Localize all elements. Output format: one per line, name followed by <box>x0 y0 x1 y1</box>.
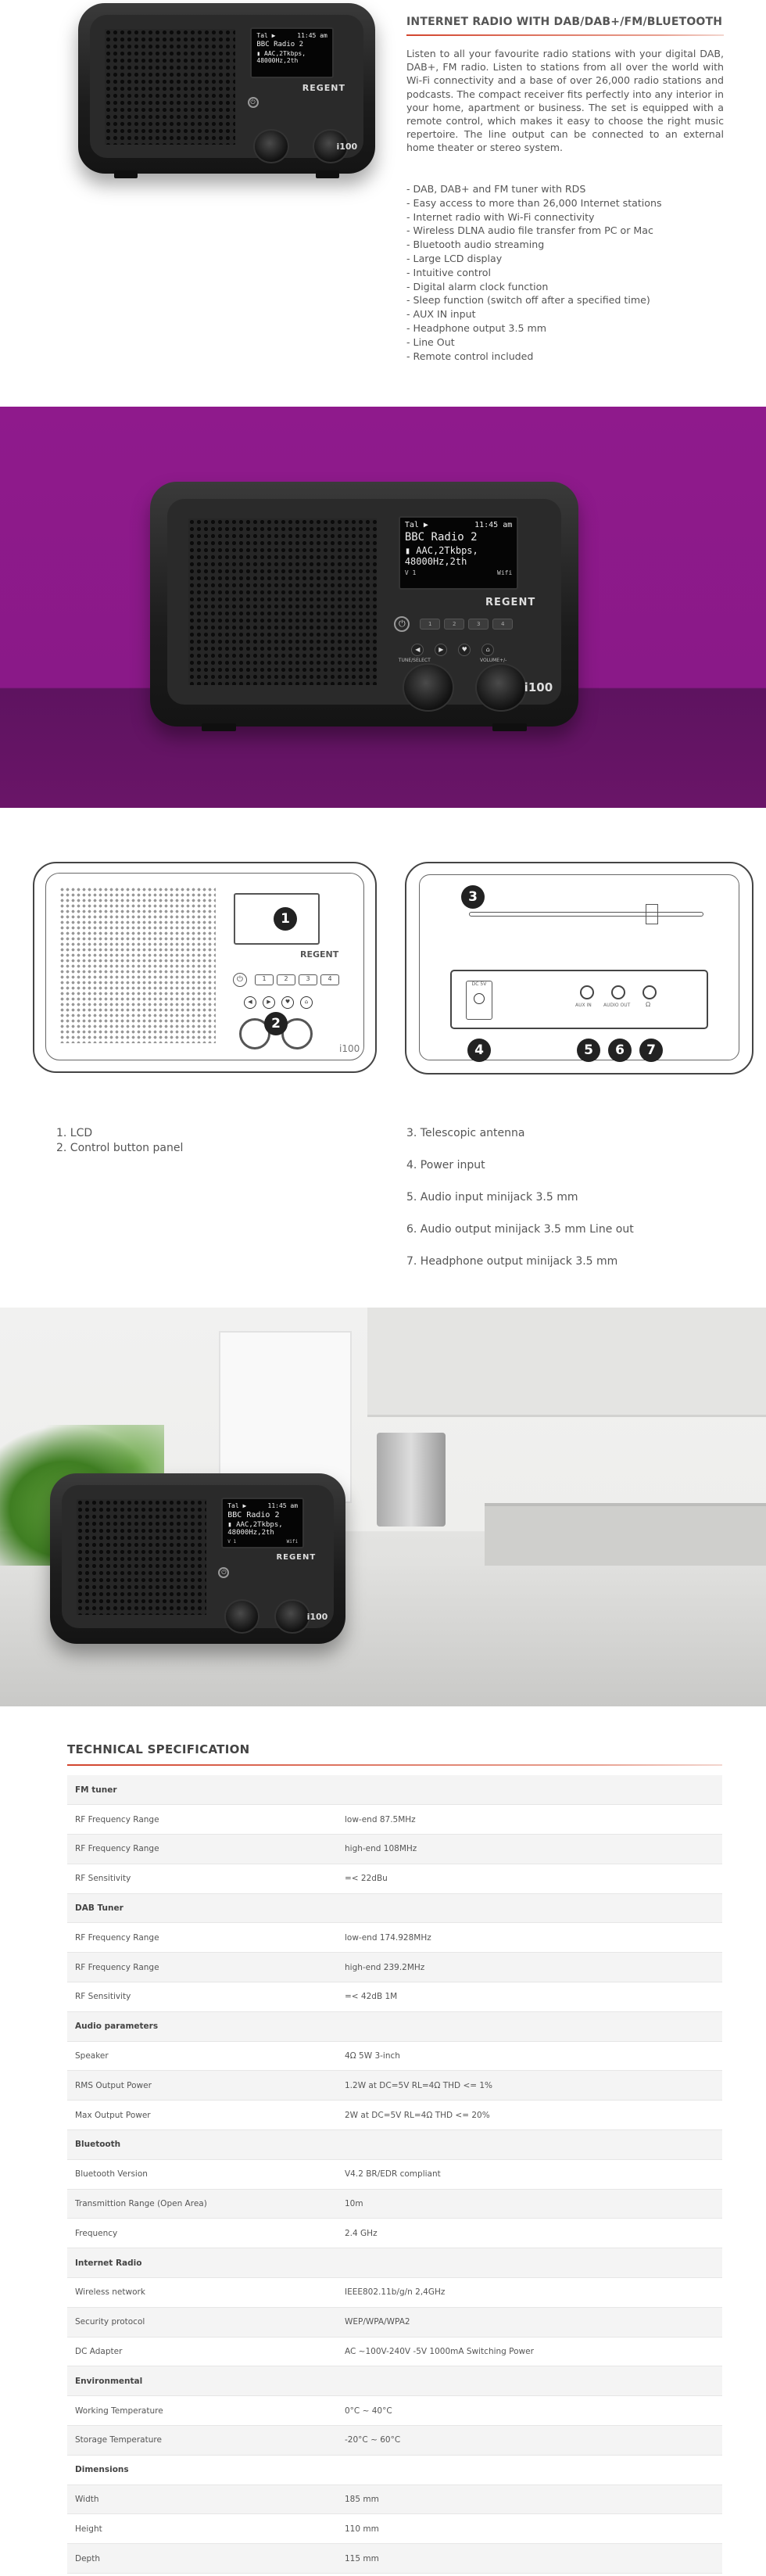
list-item: 4. Power input <box>406 1159 485 1171</box>
spec-value: =< 22dBu <box>337 1864 722 1893</box>
prev-icon: ◀ <box>244 996 256 1009</box>
list-item: - Wireless DLNA audio file transfer from PC or Mac <box>406 224 653 237</box>
list-item: 7. Headphone output minijack 3.5 mm <box>406 1255 618 1268</box>
list-item: - Large LCD display <box>406 252 503 264</box>
table-row <box>67 2041 722 2071</box>
list-item: 5. Audio input minijack 3.5 mm <box>406 1191 578 1204</box>
spec-value: AC ~100V-240V -5V 1000mA Switching Power <box>337 2337 722 2366</box>
callout-5: 5 <box>577 1039 600 1062</box>
product-description: Listen to all your favourite radio stations with your digital DAB, DAB+, FM radio. Listen to stations from all over the world with Wi-Fi connectivity and a base of over 26,000 radio stations and podcasts. The compact receiver fits perfectly into any interior in your home, apartment or business. The set is equipped with a remote control, which makes it easy to choose the right music repertoire. The line output can be connected to an external home theater or stereo system. <box>406 48 724 154</box>
spec-category-row <box>67 2455 722 2485</box>
power-icon: ⏻ <box>248 97 259 108</box>
brand-logo: REGENT <box>302 83 345 94</box>
list-item: - Headphone output 3.5 mm <box>406 321 546 334</box>
list-item: 2. Control button panel <box>56 1142 184 1154</box>
volume-knob <box>475 663 527 712</box>
table-row <box>67 2159 722 2189</box>
spec-category-row <box>67 2011 722 2041</box>
volume-knob <box>274 1599 310 1634</box>
preset-button: 1 <box>420 619 440 630</box>
spec-label: Wireless network <box>67 2278 337 2308</box>
audio-out-label: AUDIO OUT <box>603 1003 631 1008</box>
spec-category-row <box>67 2130 722 2160</box>
preset-button: 1 <box>255 974 274 985</box>
spec-value: 2.4 GHz <box>337 2219 722 2248</box>
spec-value: low-end 87.5MHz <box>337 1805 722 1835</box>
counter-back <box>485 1503 766 1566</box>
speaker-grille <box>105 29 235 145</box>
list-item: - Easy access to more than 26,000 Internet stations <box>406 196 662 209</box>
spec-value: WEP/WPA/WPA2 <box>337 2307 722 2337</box>
callout-3: 3 <box>461 885 485 909</box>
spec-value: V4.2 BR/EDR compliant <box>337 2159 722 2189</box>
spec-category-row <box>67 2366 722 2396</box>
preset-buttons <box>255 974 339 985</box>
table-row <box>67 2514 722 2544</box>
list-item: - Intuitive control <box>406 266 491 278</box>
product-title: INTERNET RADIO WITH DAB/DAB+/FM/BLUETOOTH <box>406 16 723 28</box>
callout-6: 6 <box>608 1039 632 1062</box>
table-row <box>67 2426 722 2456</box>
tune-knob <box>253 129 289 163</box>
spec-label: Storage Temperature <box>67 2426 337 2456</box>
speaker-grille <box>188 518 377 685</box>
spec-label: Depth <box>67 2544 337 2574</box>
spec-label: Max Output Power <box>67 2101 337 2130</box>
spec-value: IEEE802.11b/g/n 2,4GHz <box>337 2278 722 2308</box>
headphone-jack <box>643 985 657 999</box>
preset-button: 3 <box>468 619 489 630</box>
spec-label: FM tuner <box>67 1775 337 1805</box>
feature-list <box>406 182 662 363</box>
hero-banner <box>0 407 766 808</box>
table-row <box>67 1923 722 1953</box>
model-label: i100 <box>336 141 358 152</box>
table-row <box>67 2189 722 2219</box>
table-row <box>67 2071 722 2101</box>
spec-label: RF Frequency Range <box>67 1953 337 1982</box>
table-row <box>67 2337 722 2366</box>
spec-value <box>337 1893 722 1923</box>
power-icon: ⏻ <box>233 973 247 987</box>
preset-button: 3 <box>299 974 317 985</box>
antenna-holder <box>646 904 658 924</box>
list-item: - AUX IN input <box>406 308 476 321</box>
spec-value: =< 42dB 1M <box>337 1982 722 2012</box>
next-icon: ▶ <box>435 644 447 656</box>
spec-label: Security protocol <box>67 2307 337 2337</box>
preset-buttons <box>420 619 513 630</box>
spec-value <box>337 2455 722 2485</box>
spec-label: RF Sensitivity <box>67 1982 337 2012</box>
intro-section <box>0 0 766 391</box>
spec-category-row <box>67 2248 722 2278</box>
spec-value <box>337 2011 722 2041</box>
title-underline <box>406 34 724 36</box>
spec-label: Working Temperature <box>67 2396 337 2426</box>
spec-label: Environmental <box>67 2366 337 2396</box>
lcd-display: Tal ▶ 11:45 am BBC Radio 2 ▮ AAC,2Tkbps, 48000Hz,2th <box>250 27 333 78</box>
spec-label: Dimensions <box>67 2455 337 2485</box>
heart-icon: ♥ <box>281 996 294 1009</box>
list-item: 6. Audio output minijack 3.5 mm Line out <box>406 1223 634 1236</box>
power-icon: ⏻ <box>394 616 410 632</box>
front-diagram <box>33 862 377 1073</box>
lcd-display: Tal ▶ 11:45 am BBC Radio 2 ▮ AAC,2Tkbps, 48000Hz,2th V 1 Wifi <box>399 516 518 590</box>
spec-value: 4Ω 5W 3-inch <box>337 2041 722 2071</box>
spec-value: high-end 108MHz <box>337 1835 722 1864</box>
list-item: - Sleep function (switch off after a specified time) <box>406 294 650 307</box>
spec-value: high-end 239.2MHz <box>337 1953 722 1982</box>
spec-label: RF Sensitivity <box>67 1864 337 1893</box>
table-row <box>67 2307 722 2337</box>
spec-label: Bluetooth Version <box>67 2159 337 2189</box>
table-row <box>67 2396 722 2426</box>
spec-label: Speaker <box>67 2041 337 2071</box>
model-label: i100 <box>339 1043 360 1054</box>
aux-in-jack <box>580 985 594 999</box>
radio-photo-small <box>78 3 375 174</box>
lcd-display: Tal ▶ 11:45 am BBC Radio 2 ▮ AAC,2Tkbps, 48000Hz,2th V 1 Wifi <box>221 1498 304 1548</box>
home-icon: ⌂ <box>300 996 313 1009</box>
lifestyle-photo <box>0 1308 766 1706</box>
spec-value: 115 mm <box>337 2544 722 2574</box>
brand-logo: REGENT <box>485 597 536 609</box>
antenna <box>469 912 703 917</box>
power-icon: ⏻ <box>218 1567 229 1578</box>
spec-label: RF Frequency Range <box>67 1835 337 1864</box>
rear-diagram <box>405 862 753 1075</box>
table-row <box>67 2101 722 2130</box>
preset-button: 4 <box>492 619 513 630</box>
spec-value: 2W at DC=5V RL=4Ω THD <= 20% <box>337 2101 722 2130</box>
coffee-machine <box>377 1433 446 1527</box>
spec-label: RMS Output Power <box>67 2071 337 2101</box>
tune-label: TUNE/SELECT <box>398 658 431 664</box>
tune-knob <box>224 1599 260 1634</box>
speaker-grille <box>59 887 216 1043</box>
table-row <box>67 1835 722 1864</box>
spec-value: 110 mm <box>337 2514 722 2544</box>
table-row <box>67 2544 722 2574</box>
radio-photo-large <box>150 482 578 727</box>
spec-label: RF Frequency Range <box>67 1805 337 1835</box>
spec-value <box>337 1775 722 1805</box>
list-item: 1. LCD <box>56 1127 93 1139</box>
front-legend <box>56 1126 183 1156</box>
spec-label: Audio parameters <box>67 2011 337 2041</box>
spec-label: Bluetooth <box>67 2130 337 2160</box>
callout-1: 1 <box>274 907 297 931</box>
spec-label: DAB Tuner <box>67 1893 337 1923</box>
power-input: DC 5V <box>466 981 492 1020</box>
spec-value <box>337 2248 722 2278</box>
audio-out-jack <box>611 985 625 999</box>
nav-buttons <box>244 996 313 1009</box>
table-row <box>67 2278 722 2308</box>
table-row <box>67 1864 722 1893</box>
heart-icon: ♥ <box>458 644 471 656</box>
prev-icon: ◀ <box>411 644 424 656</box>
list-item: - Line Out <box>406 335 455 348</box>
next-icon: ▶ <box>263 996 275 1009</box>
list-item: - Remote control included <box>406 350 534 362</box>
list-item: 3. Telescopic antenna <box>406 1127 525 1139</box>
cabinet <box>367 1308 766 1417</box>
brand-logo: REGENT <box>276 1553 317 1562</box>
spec-value <box>337 2130 722 2160</box>
aux-in-label: AUX IN <box>575 1003 592 1008</box>
spec-label: RF Frequency Range <box>67 1923 337 1953</box>
radio-photo-kitchen <box>50 1473 345 1644</box>
home-icon: ⌂ <box>481 644 494 656</box>
spec-title: TECHNICAL SPECIFICATION <box>67 1742 250 1756</box>
spec-label: DC Adapter <box>67 2337 337 2366</box>
preset-button: 2 <box>444 619 464 630</box>
volume-label: VOLUME+/- <box>479 658 507 664</box>
nav-buttons <box>411 644 494 656</box>
brand-logo: REGENT <box>300 949 339 960</box>
spec-value: 185 mm <box>337 2485 722 2514</box>
diagram-section <box>0 852 766 1290</box>
spec-category-row <box>67 1893 722 1923</box>
spec-label: Transmittion Range (Open Area) <box>67 2189 337 2219</box>
list-item: - Digital alarm clock function <box>406 280 549 292</box>
tune-knob <box>403 663 454 712</box>
table-row <box>67 1982 722 2012</box>
spec-label: Height <box>67 2514 337 2544</box>
spec-label: Frequency <box>67 2219 337 2248</box>
callout-4: 4 <box>467 1039 491 1062</box>
spec-value: -20°C ~ 60°C <box>337 2426 722 2456</box>
spec-label: Internet Radio <box>67 2248 337 2278</box>
spec-table <box>67 1775 722 2574</box>
model-label: i100 <box>524 680 553 695</box>
speaker-grille <box>77 1499 206 1615</box>
model-label: i100 <box>306 1611 328 1622</box>
table-row <box>67 1953 722 1982</box>
spec-value: 0°C ~ 40°C <box>337 2396 722 2426</box>
callout-7: 7 <box>639 1039 663 1062</box>
table-row <box>67 2485 722 2514</box>
list-item: - Internet radio with Wi-Fi connectivity <box>406 210 595 223</box>
spec-value <box>337 2366 722 2396</box>
headphone-icon: Ω <box>646 1001 651 1008</box>
spec-value: low-end 174.928MHz <box>337 1923 722 1953</box>
list-item: - DAB, DAB+ and FM tuner with RDS <box>406 183 586 195</box>
spec-value: 10m <box>337 2189 722 2219</box>
callout-2: 2 <box>264 1012 288 1035</box>
spec-category-row <box>67 1775 722 1805</box>
table-row <box>67 1805 722 1835</box>
preset-button: 2 <box>277 974 295 985</box>
preset-button: 4 <box>320 974 339 985</box>
spec-value: 1.2W at DC=5V RL=4Ω THD <= 1% <box>337 2071 722 2101</box>
rear-legend <box>406 1126 634 1269</box>
spec-title-underline <box>67 1764 722 1766</box>
spec-label: Width <box>67 2485 337 2514</box>
table-row <box>67 2219 722 2248</box>
list-item: - Bluetooth audio streaming <box>406 239 545 251</box>
